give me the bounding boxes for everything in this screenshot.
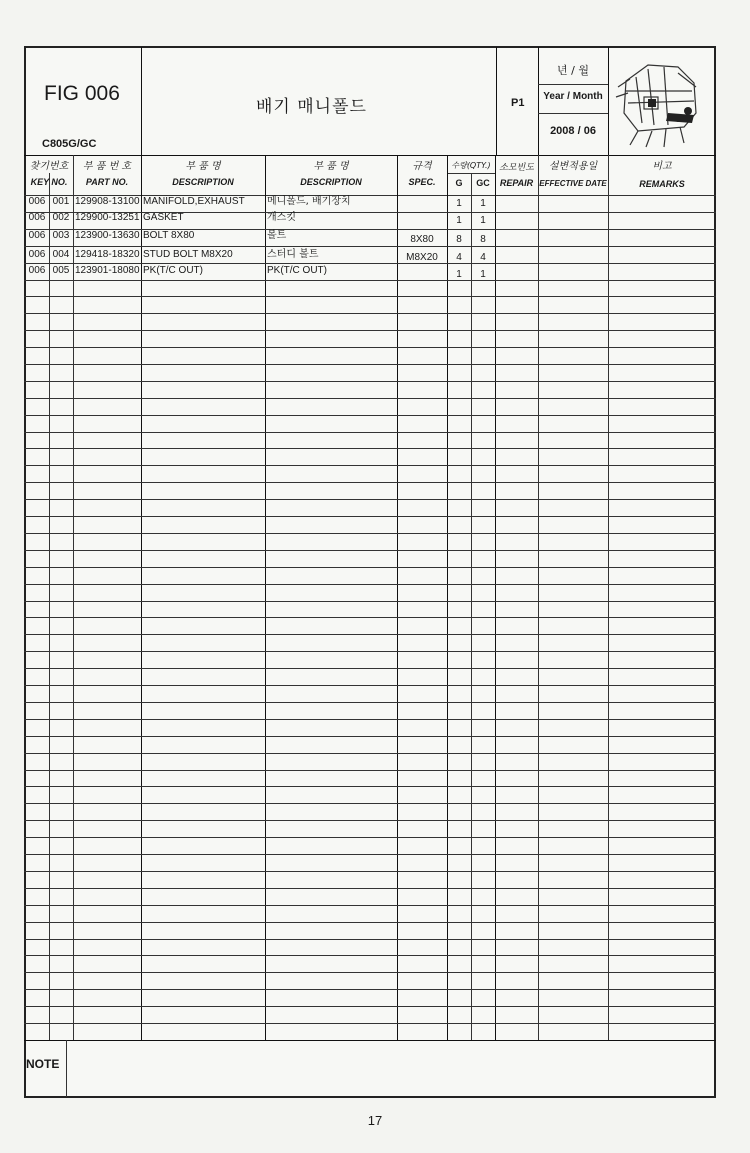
- column-line: [49, 173, 50, 1040]
- key-cell: 002: [52, 212, 70, 223]
- key-cell: 004: [52, 249, 70, 260]
- description-ko-cell: 볼트: [267, 230, 287, 241]
- repair-heading-ko: 소모빈도: [499, 163, 534, 173]
- fig-number: FIG 006: [44, 82, 120, 105]
- column-line: [73, 155, 74, 1040]
- row-line: [24, 313, 716, 314]
- description-ko-cell: 메니폴드, 배기장치: [267, 196, 351, 207]
- page-code: P1: [511, 97, 525, 109]
- row-line: [24, 1006, 716, 1007]
- row-line: [24, 854, 716, 855]
- row-line: [24, 347, 716, 348]
- row-line: [24, 448, 716, 449]
- row-line: [24, 601, 716, 602]
- combine-harvester-icon: [608, 53, 712, 151]
- spec-heading: SPEC.: [408, 177, 436, 187]
- part-no-heading: PART NO.: [85, 177, 129, 187]
- row-line: [24, 381, 716, 382]
- qty-gc-cell: 1: [480, 269, 486, 280]
- column-line: [397, 155, 398, 1040]
- description-ko-cell: 스터디 볼트: [267, 249, 319, 260]
- description-cell: BOLT 8X80: [143, 230, 195, 241]
- effective-date-heading: EFFECTIVE DATE: [539, 179, 607, 188]
- row-line: [24, 330, 716, 331]
- row-line: [24, 432, 716, 433]
- qty-gc-cell: 8: [480, 234, 486, 245]
- row-line: [24, 398, 716, 399]
- fig-cell: 006: [28, 196, 46, 207]
- row-line: [24, 719, 716, 720]
- note-divider: [66, 1040, 67, 1097]
- row-line: [24, 972, 716, 973]
- row-line: [24, 989, 716, 990]
- row-line: [24, 415, 716, 416]
- column-line: [538, 155, 539, 1040]
- description-heading-ko: 부 품 명: [185, 161, 221, 172]
- row-line: [24, 296, 716, 297]
- row-line: [24, 939, 716, 940]
- column-line: [608, 155, 609, 1040]
- model-code: C805G/GC: [42, 138, 97, 150]
- description-ko-heading: DESCRIPTION: [300, 177, 362, 187]
- qty-g-cell: 4: [456, 252, 462, 263]
- row-line: [24, 668, 716, 669]
- header-divider: [538, 113, 608, 114]
- row-line: [24, 364, 716, 365]
- description-ko-heading-ko: 부 품 명: [313, 161, 349, 172]
- description-ko-cell: 개스킷: [267, 212, 296, 223]
- row-line: [24, 617, 716, 618]
- row-line: [24, 482, 716, 483]
- description-cell: PK(T/C OUT): [143, 265, 203, 276]
- row-line: [24, 837, 716, 838]
- page-title: 배기 매니폴드: [256, 97, 367, 117]
- row-line: [24, 567, 716, 568]
- row-line: [24, 871, 716, 872]
- row-line: [24, 955, 716, 956]
- year-month-label: Year / Month: [543, 91, 603, 102]
- row-line: [24, 685, 716, 686]
- description-heading: DESCRIPTION: [172, 177, 234, 187]
- column-line: [141, 155, 142, 1040]
- row-line: [24, 516, 716, 517]
- qty-g-cell: 1: [456, 215, 462, 226]
- row-line: [24, 1023, 716, 1024]
- spec-cell: 8X80: [410, 234, 434, 245]
- header-bottom-line: [24, 155, 716, 156]
- key-no-heading: KEY NO.: [30, 177, 68, 187]
- issue-date: 2008 / 06: [550, 125, 596, 137]
- row-line: [24, 280, 716, 281]
- qty-gc-cell: 1: [480, 198, 486, 209]
- key-cell: 001: [52, 196, 70, 207]
- key-cell: 005: [52, 265, 70, 276]
- fig-cell: 006: [28, 212, 46, 223]
- part-no-cell: 129908-13100: [75, 196, 140, 207]
- row-line: [24, 246, 716, 247]
- qty-gc-cell: 4: [480, 252, 486, 263]
- column-line: [471, 173, 472, 1040]
- column-line: [265, 155, 266, 1040]
- row-line: [24, 888, 716, 889]
- qty-g-cell: 8: [456, 234, 462, 245]
- remarks-heading-ko: 비고: [652, 161, 672, 172]
- row-line: [24, 786, 716, 787]
- row-line: [24, 753, 716, 754]
- row-line: [24, 634, 716, 635]
- row-line: [24, 465, 716, 466]
- repair-heading: REPAIR: [499, 178, 534, 188]
- row-line: [24, 803, 716, 804]
- column-line: [447, 155, 448, 1040]
- row-line: [24, 550, 716, 551]
- row-line: [24, 905, 716, 906]
- part-no-cell: 129418-18320: [75, 249, 140, 260]
- description-cell: GASKET: [143, 212, 184, 223]
- header-divider: [141, 47, 142, 155]
- row-line: [24, 702, 716, 703]
- row-line: [24, 651, 716, 652]
- row-line: [24, 584, 716, 585]
- description-cell: STUD BOLT M8X20: [143, 249, 233, 260]
- header-divider: [496, 47, 497, 155]
- spec-cell: M8X20: [406, 252, 438, 263]
- row-line: [24, 736, 716, 737]
- spec-heading-ko: 규격: [412, 161, 432, 172]
- note-label: NOTE: [26, 1057, 60, 1071]
- qty-g-cell: 1: [456, 198, 462, 209]
- qty-g-heading: G: [455, 178, 463, 188]
- header-divider: [538, 84, 608, 85]
- note-top-line: [24, 1040, 716, 1041]
- row-line: [24, 820, 716, 821]
- qty-gc-heading: GC: [476, 178, 490, 188]
- qty-g-cell: 1: [456, 269, 462, 280]
- row-line: [24, 533, 716, 534]
- key-cell: 003: [52, 230, 70, 241]
- part-no-cell: 123900-13630: [75, 230, 140, 241]
- fig-cell: 006: [28, 230, 46, 241]
- remarks-heading: REMARKS: [639, 179, 685, 189]
- page-number: 17: [367, 1113, 383, 1128]
- row-line: [24, 499, 716, 500]
- fig-cell: 006: [28, 249, 46, 260]
- row-line: [24, 922, 716, 923]
- year-month-ko: 년 / 월: [557, 64, 589, 77]
- part-no-cell: 123901-18080: [75, 265, 140, 276]
- part-no-cell: 129900-13251: [75, 212, 140, 223]
- description-ko-cell: PK(T/C OUT): [267, 265, 327, 276]
- part-no-heading-ko: 부 품 번 호: [82, 161, 132, 172]
- column-line: [495, 155, 496, 1040]
- row-line: [24, 770, 716, 771]
- qty-gc-cell: 1: [480, 215, 486, 226]
- key-no-heading-ko: 찾기번호: [29, 161, 69, 172]
- fig-cell: 006: [28, 265, 46, 276]
- effective-date-heading-ko: 설변적용일: [548, 161, 598, 172]
- description-cell: MANIFOLD,EXHAUST: [143, 196, 245, 207]
- qty-heading: 수량(QTY.): [451, 161, 491, 170]
